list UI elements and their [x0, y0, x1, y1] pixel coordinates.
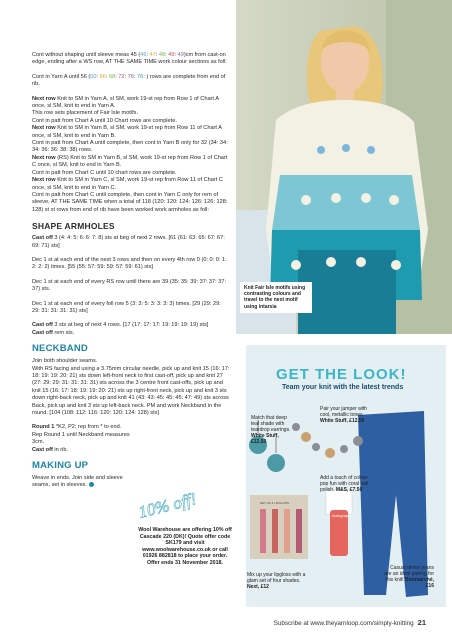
offer-badge: 10% off! [136, 489, 199, 522]
promo-title: GET THE LOOK! [276, 366, 407, 383]
armhole-castoff-2: Cast off 3 sts at beg of next 4 rows. [17 (17: 17: 17: 19: 19: 19: 19) sts] Cast off rem sts. [32, 322, 209, 336]
page-footer [274, 618, 426, 627]
svg-text:Autograph: Autograph [332, 513, 351, 518]
pattern-text-column [32, 52, 230, 497]
armhole-castoff: Cast off 3 (4: 4: 5: 6: 6: 7: 8) sts at beg of next 2 rows. [61 (61: 63: 65: 67: 67: 69: 71) sts] [32, 235, 225, 249]
promo-subtitle: Team your knit with the latest trends [282, 384, 404, 391]
neckband-round: Round 1 *K2, P2; rep from * to end. Rep Round 1 until Neckband measures 3cm. Cast off in rib. [32, 424, 130, 453]
photo-caption: Knit Fair Isle motifs using contrasting colours and travel to the next motif using intarsia [240, 282, 312, 313]
neckband-text: Join both shoulder seams. With RS facing and using a 3.75mm circular needle, pick up and knit 15 (16: 17: 18: 19: 19: 20: 21) sts down left-front neck to first cast-off, pick up and knit 27 (27: 29: 29: 31: 31: 31: 31) sts across the 3 centre front cast-offs, pick up and knit 15 (16: 17: 18: 19: 19: 20: 21) sts up right-front neck, pick up and knit 3 sts down right-back neck, pick up and knit 41 (43: 43: 45: 45: 45: 47: 49) sts across Back, pick up and knit 3 sts up left-back neck. PM and work Neckband in the round. [104 (108: 112: 116: 120: 120: 124: 128) sts] [32, 358, 230, 417]
yarn-a-paragraph: Cont in Yarn A until 56 (60: 66: 68: 72: 76: 76: ) rows are complete from end of rib. [32, 73, 226, 88]
svg-text:SET OF 4 LIPGLOSS: SET OF 4 LIPGLOSS [260, 501, 289, 505]
nail-polish-image [326, 490, 352, 556]
armhole-dec-1: Dec 1 st at each end of the next 3 rows and then on every 4th row 0 (0: 0: 0: 1: 2: 2: 2) times. [55 (55: 57: 59: 59: 57: 59: 61) sts] [32, 256, 227, 271]
sleeve-intro-paragraph: Cont without shaping until sleeve meas 45 (46: 47: 48: 49: 49)cm from cast-on edge, ending after a WS row, AT THE SAME TIME work colour sections as foll: [32, 52, 227, 66]
note-necklace: Pair your jumper with cool, metallic tones. White Stuff, £12.50 [320, 406, 367, 424]
shape-armholes-heading: SHAPE ARMHOLES [32, 221, 115, 232]
note-jeans: Casual denim jeans are an ideal pairing for this knit! Bonmarché, £16 [384, 565, 434, 589]
offer-text: Wool Warehouse are offering 10% off Cascade 220 (DK)! Quote offer code SK179 and visit www.woolwarehouse.co.uk or call 01926 882818 to place your order. Offer ends 31 November 2018. [138, 527, 232, 566]
chart-instructions: Next row Knit to SM in Yarn A, sl SM, work 19-st rep from Row 1 of Chart A once, sl SM, knit to end in Yarn A. This row sets placement of Fair Isle motifs. Cont in patt from Chart A until 10 Chart rows are complete. Next row Knit to SM in Yarn B, sl SM, work 19-st rep from Row 11 of Chart A once, sl SM, knit to end in Yarn B. Cont in patt from Chart A until complete, then cont in Yarn B only for 32 (34: 34: 34: 36: 36: 38: 38) rows. Next row (RS) Knit to SM in Yarn B, sl SM, work 19-st rep from Row 1 of Chart C once, sl SM, knit to end in Yarn B. Cont in patt from Chart C until 10 chart rows are complete. Next row Knit to SM in Yarn C, sl SM, work 19-st rep from Row 11 of Chart C once, sl SM, knit to end in Yarn C. Cont in patt from Chart C until complete, then cont in Yarn C only for rem of sleeve, AT THE SAME TIME when a total of 118 (120: 120: 124: 126: 126: 128: 128) st st rows from end of rib have been worked work armholes as foll: [32, 95, 228, 213]
neckband-heading: NECKBAND [32, 343, 88, 355]
note-lipgloss: Mix up your lipgloss with a glam set of four shades. Next, £12 [247, 572, 306, 590]
lipgloss-set-image [250, 495, 308, 559]
making-up-text: Weave in ends. Join side and sleeve seams, set in sleeves. [32, 475, 123, 489]
end-bullet-icon [89, 482, 94, 487]
subscribe-link[interactable]: Subscribe at www.theyarnloop.com/simply-knitting [273, 620, 414, 627]
armhole-dec-3: Dec 1 st at each end of every foll row 5 (3: 3: 5: 3: 3: 3: 3) times. [29 (29: 29: 29: 31: 31: 31: 31) sts] [32, 300, 221, 314]
making-up-heading: MAKING UP [32, 460, 89, 472]
armhole-dec-2: Dec 1 st at each end of every RS row until there are 39 (35: 35: 39: 37: 37: 37: 37) sts. [32, 278, 227, 293]
note-earrings: Match that deep teal shade with teardrop earrings. White Stuff, £12.50 [251, 415, 291, 445]
note-nail-polish: Add a touch of colour-pop fun with coral nail polish. M&S, £7.50 [320, 475, 369, 493]
necklace-image [292, 423, 363, 458]
page-number: 21 [417, 618, 426, 627]
